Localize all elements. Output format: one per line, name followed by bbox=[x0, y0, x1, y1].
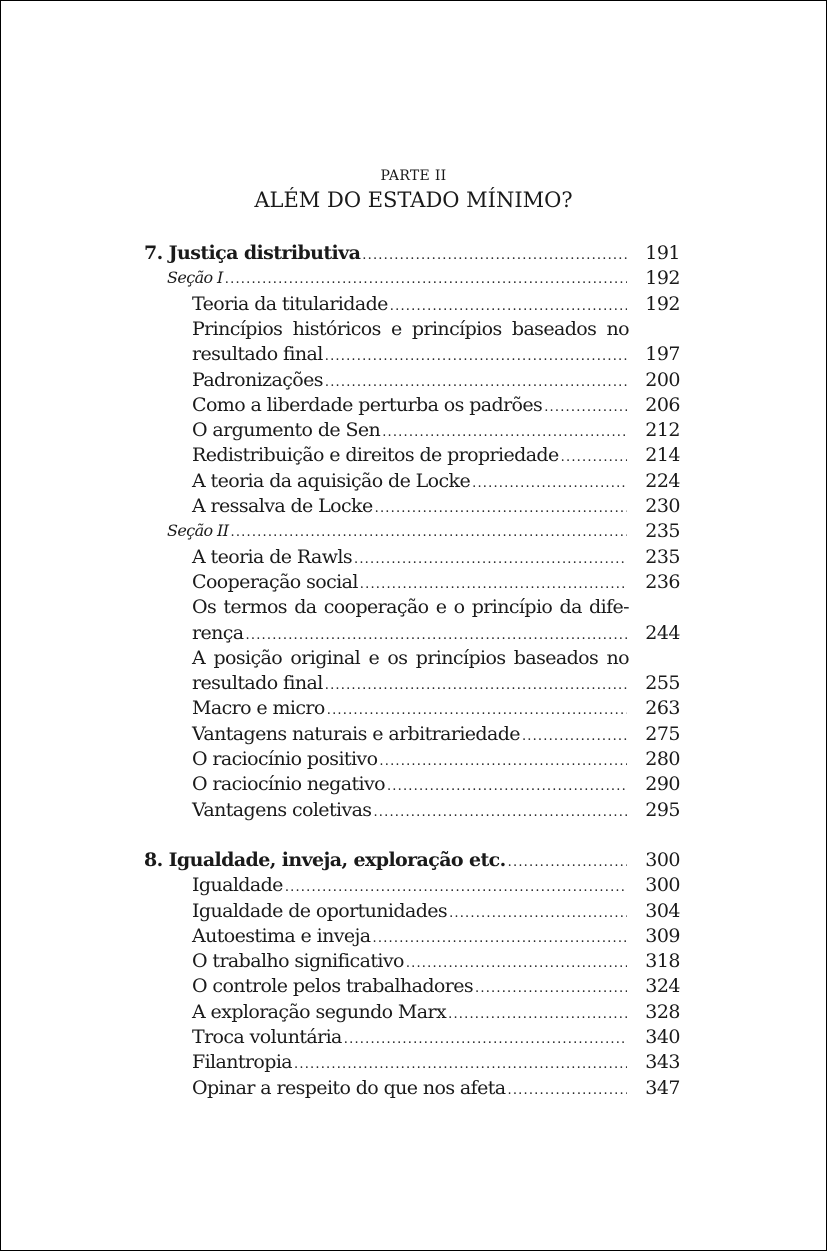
toc-entry-text: Redistribuição e direitos de propriedade bbox=[192, 444, 559, 467]
toc-entry[interactable] bbox=[192, 948, 629, 974]
toc-entry-text: Filantropia bbox=[192, 1051, 293, 1074]
toc-entry-continuation: resultado final bbox=[192, 672, 323, 695]
page-number: 200 bbox=[645, 368, 680, 391]
toc-entry-text: O argumento de Sen bbox=[192, 419, 381, 442]
toc-entry-text[interactable]: Os termos da cooperação e o princípio da dife- bbox=[192, 596, 629, 619]
toc-entry[interactable] bbox=[192, 670, 629, 696]
page-number: 255 bbox=[645, 672, 680, 695]
page-number: 290 bbox=[645, 773, 680, 796]
page-number: 340 bbox=[645, 1026, 680, 1048]
toc-entry-text: O trabalho significativo bbox=[192, 950, 404, 973]
toc-entry[interactable] bbox=[192, 1049, 629, 1075]
page-number: 328 bbox=[645, 1000, 680, 1023]
dot-leader bbox=[508, 1078, 627, 1104]
toc-entry[interactable] bbox=[192, 746, 629, 772]
toc-entry[interactable] bbox=[192, 1024, 629, 1050]
toc-entry[interactable] bbox=[192, 341, 629, 367]
toc-entry-text: Troca voluntária bbox=[192, 1026, 342, 1048]
toc-entry-text: Cooperação social bbox=[192, 570, 358, 593]
toc-chapter[interactable] bbox=[144, 847, 629, 873]
page-number: 318 bbox=[645, 950, 680, 973]
page-number: 192 bbox=[645, 267, 680, 290]
toc-entry-text: Seção II bbox=[167, 521, 229, 541]
page-number: 309 bbox=[645, 924, 680, 947]
page-number: 280 bbox=[645, 748, 680, 770]
toc-entry-text: Opinar a respeito do que nos afeta bbox=[192, 1076, 506, 1099]
toc-entry-text: Autoestima e inveja bbox=[192, 924, 371, 947]
toc-entry-text: Igualdade de oportunidades bbox=[192, 899, 448, 922]
toc-entry-text: 8. Igualdade, inveja, exploração etc. bbox=[144, 848, 506, 871]
toc-entry-text: A teoria da aquisição de Locke bbox=[192, 469, 471, 492]
toc-entry-text: 7. Justiça distributiva bbox=[144, 242, 361, 264]
page-number: 235 bbox=[645, 545, 680, 568]
toc-entry[interactable] bbox=[192, 620, 629, 646]
page-number: 304 bbox=[645, 899, 680, 922]
toc-entry[interactable] bbox=[192, 1075, 629, 1101]
toc-entry-text: Vantagens naturais e arbitrariedade bbox=[192, 722, 520, 745]
toc-entry[interactable] bbox=[192, 468, 629, 494]
toc-entry[interactable] bbox=[192, 797, 629, 823]
page-number: 192 bbox=[645, 292, 680, 315]
toc-entry-text: Macro e micro bbox=[192, 697, 325, 720]
toc-section[interactable] bbox=[167, 518, 629, 544]
page-number: 206 bbox=[645, 393, 680, 416]
toc-section[interactable] bbox=[167, 265, 629, 291]
page-number: 197 bbox=[645, 343, 680, 366]
page-number: 324 bbox=[645, 975, 680, 998]
dot-leader bbox=[373, 800, 627, 826]
part-label: PARTE II bbox=[380, 168, 447, 184]
page-number: 300 bbox=[645, 848, 680, 871]
toc-entry-text: O controle pelos trabalhadores bbox=[192, 975, 474, 998]
page-number: 295 bbox=[645, 798, 680, 821]
toc-entry-text: Como a liberdade perturba os padrões bbox=[192, 393, 543, 416]
page-number: 224 bbox=[645, 469, 680, 492]
toc-entry-text: O raciocínio negativo bbox=[192, 773, 385, 796]
toc-entry-text: A ressalva de Locke bbox=[192, 495, 373, 517]
toc-chapter[interactable] bbox=[144, 240, 629, 266]
toc-entry-text: Seção I bbox=[167, 268, 223, 288]
page-number: 214 bbox=[645, 444, 680, 467]
toc-entry-continuation: resultado final bbox=[192, 343, 323, 366]
toc-entry[interactable] bbox=[192, 898, 629, 924]
toc-entry-continuation: rença bbox=[192, 621, 244, 644]
toc-entry-text: Vantagens coletivas bbox=[192, 798, 372, 821]
toc-entry[interactable] bbox=[192, 291, 629, 317]
dot-leader bbox=[225, 267, 627, 293]
toc-entry-text: Teoria da titularidade bbox=[192, 292, 388, 315]
page-number: 347 bbox=[645, 1076, 680, 1099]
toc-entry[interactable] bbox=[192, 544, 629, 570]
page-number: 300 bbox=[645, 874, 680, 897]
page-number: 191 bbox=[645, 242, 680, 264]
toc-entry-text: A exploração segundo Marx bbox=[192, 1000, 447, 1023]
toc-entry[interactable] bbox=[192, 367, 629, 393]
page-number: 212 bbox=[645, 419, 680, 442]
page-number: 236 bbox=[645, 570, 680, 593]
toc-entry-text[interactable]: Princípios históricos e princípios baseados no bbox=[192, 317, 629, 340]
page-number: 263 bbox=[645, 697, 680, 720]
page-number: 235 bbox=[645, 520, 680, 543]
toc-entry-text[interactable]: A posição original e os princípios baseados no bbox=[192, 646, 629, 669]
page-number: 275 bbox=[645, 722, 680, 745]
part-title: ALÉM DO ESTADO MÍNIMO? bbox=[254, 188, 573, 212]
toc-entry[interactable] bbox=[192, 442, 629, 468]
toc-entry[interactable] bbox=[192, 721, 629, 747]
toc-entry[interactable] bbox=[192, 872, 629, 898]
page-number: 230 bbox=[645, 495, 680, 517]
toc-entry[interactable] bbox=[192, 999, 629, 1025]
dot-leader bbox=[231, 520, 628, 546]
toc-entry-text: A teoria de Rawls bbox=[192, 545, 353, 568]
toc-entry[interactable] bbox=[192, 923, 629, 949]
toc-entry-text: Padronizações bbox=[192, 368, 323, 391]
toc-entry[interactable] bbox=[192, 771, 629, 797]
page-number: 343 bbox=[645, 1051, 680, 1074]
toc-entry[interactable] bbox=[192, 569, 629, 595]
toc-entry[interactable] bbox=[192, 493, 629, 519]
toc-entry[interactable] bbox=[192, 417, 629, 443]
toc-entry-text: Igualdade bbox=[192, 874, 283, 897]
toc-entry[interactable] bbox=[192, 973, 629, 999]
page-number: 244 bbox=[645, 621, 680, 644]
toc-entry[interactable] bbox=[192, 695, 629, 721]
toc-entry-text: O raciocínio positivo bbox=[192, 748, 378, 770]
toc-entry[interactable] bbox=[192, 392, 629, 418]
